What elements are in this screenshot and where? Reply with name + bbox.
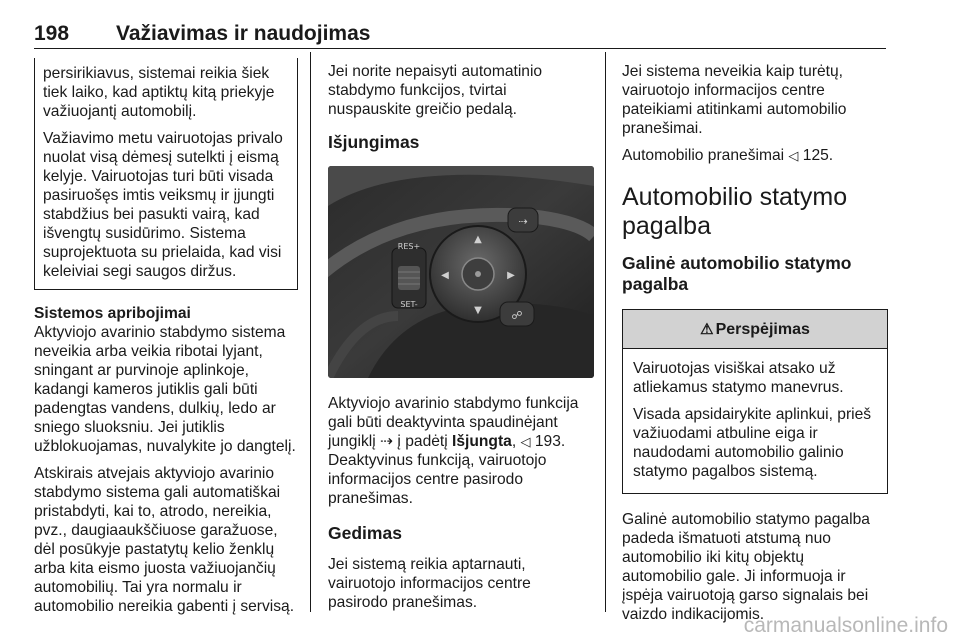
box-paragraph-1: persirikiavus, sistemai reikia šiek tiek laiko, kad aptiktų kitą priekyje važiuojantį automobilį.: [43, 65, 275, 120]
switch-icon: ⇢: [380, 433, 394, 450]
steering-wheel-illustration: [328, 166, 594, 378]
steering-wheel-figure: [328, 166, 594, 378]
section-heading-fault: Gedimas: [328, 523, 402, 543]
parking-assist-paragraph: Galinė automobilio statymo pagalba padeda išmatuoti atstumą nuo automobilio iki kitų objektų automobilio gale. Ji informuoja ir įspėja vairuotoją garso signalais bei vaizdo indikacijomis.: [622, 511, 870, 623]
header-rule: [34, 48, 886, 49]
svg-text:⇢: ⇢: [518, 215, 528, 228]
limitations-paragraph-2: Atskirais atvejais aktyviojo avarinio stabdymo sistema gali automatiškai pristabdyti, kai to, atrodo, nereikia, pvz., daugiaaukščiuose garažuose, dėl posūkyje pastatytų kelio ženklų arba kita eismo juosta važiuojančių automobilių. Tai yra normalu ir automobilio nereikia gabenti į servisą.: [34, 465, 295, 615]
down-icon: ▼: [474, 305, 482, 316]
ref-arrow-icon: ◁: [520, 434, 531, 449]
section-heading-off: Išjungimas: [328, 132, 420, 152]
limitations-paragraph-1: Aktyviojo avarinio stabdymo sistema neveikia arba veikia ribotai lyjant, sningant ar purvinoje aplinkoje, kadangi kameros jutiklis gali būti padengtas vandens, dulkių, ledo ar sniego sluoksniu. Jei jutiklis užblokuojamas, nuvalykite jo dangtelį.: [34, 324, 296, 455]
off-label: Išjungta: [452, 433, 512, 450]
menu-icon: ▲: [474, 234, 482, 245]
page-title: Važiavimas ir naudojimas: [116, 22, 371, 45]
column-divider-1: [310, 52, 311, 612]
res-label: RES+: [397, 242, 421, 251]
override-paragraph: Jei norite nepaisyti automatinio stabdymo funkcijos, tvirtai nuspauskite greičio pedalą.: [328, 63, 543, 118]
warning-body: [623, 349, 887, 493]
warning-paragraph-2: Visada apsidairykite aplinkui, prieš važiuodami atbuline eiga ir naudodami automobilio galinio statymo pagalbos sistemą.: [633, 406, 872, 480]
warning-continuation-box: [34, 58, 298, 290]
svg-text:☍: ☍: [511, 309, 523, 322]
fault-paragraph: Jei sistemą reikia aptarnauti, vairuotojo informacijos centre pasirodo pranešimas.: [328, 556, 531, 611]
deactivate-paragraph: Aktyviojo avarinio stabdymo funkcija gali būti deaktyvinta spaudinėjant jungiklį ⇢ į padėtį Išjungta, ◁ 193. Deaktyvinus funkciją, vairuotojo informacijos centre pasirodo pranešimas.: [328, 395, 579, 507]
warning-header: [623, 310, 887, 349]
page-number: 198: [34, 22, 70, 45]
left-icon: ◀: [441, 270, 449, 281]
column-1: [34, 58, 298, 624]
section-heading-parking-assist: Automobilio statymo pagalba: [622, 183, 848, 240]
set-label: SET-: [400, 300, 418, 309]
column-3: [622, 62, 888, 632]
messages-reference: Automobilio pranešimai ◁ 125.: [622, 147, 834, 164]
warning-panel: [622, 309, 888, 494]
ref-arrow-icon: ◁: [788, 148, 799, 163]
right-icon: ▶: [507, 270, 515, 281]
page-header: [0, 0, 960, 52]
subheading-rear-parking-assist: Galinė automobilio statymo pagalba: [622, 253, 852, 294]
warning-triangle-icon: ⚠: [700, 320, 714, 338]
malfunction-paragraph: Jei sistema neveikia kaip turėtų, vairuotojo informacijos centre pateikiami atitinkami automobilio pranešimai.: [622, 63, 847, 137]
warning-title: Perspėjimas: [715, 320, 810, 338]
page-ref-125[interactable]: 125: [802, 147, 829, 164]
watermark: carmanualsonline.info: [743, 614, 948, 637]
warning-paragraph-1: Vairuotojas visiškai atsako už atliekamus statymo manevrus.: [633, 360, 844, 396]
column-2: [328, 62, 594, 620]
box-paragraph-2: Važiavimo metu vairuotojas privalo nuolat visą dėmesį sutelkti į eismą kelyje. Vairuotojas turi būti visada pasiruošęs imtis veiksmų ir įjungti stabdžius bei pasukti vairą, kad išvengtų susidūrimo. Sistema suprojektuota su prielaida, kad visi keleiviai segi saugos diržus.: [43, 130, 283, 280]
section-heading-limitations: Sistemos apribojimai: [34, 305, 191, 322]
column-divider-2: [605, 52, 606, 612]
page-ref-193[interactable]: 193: [534, 433, 561, 450]
